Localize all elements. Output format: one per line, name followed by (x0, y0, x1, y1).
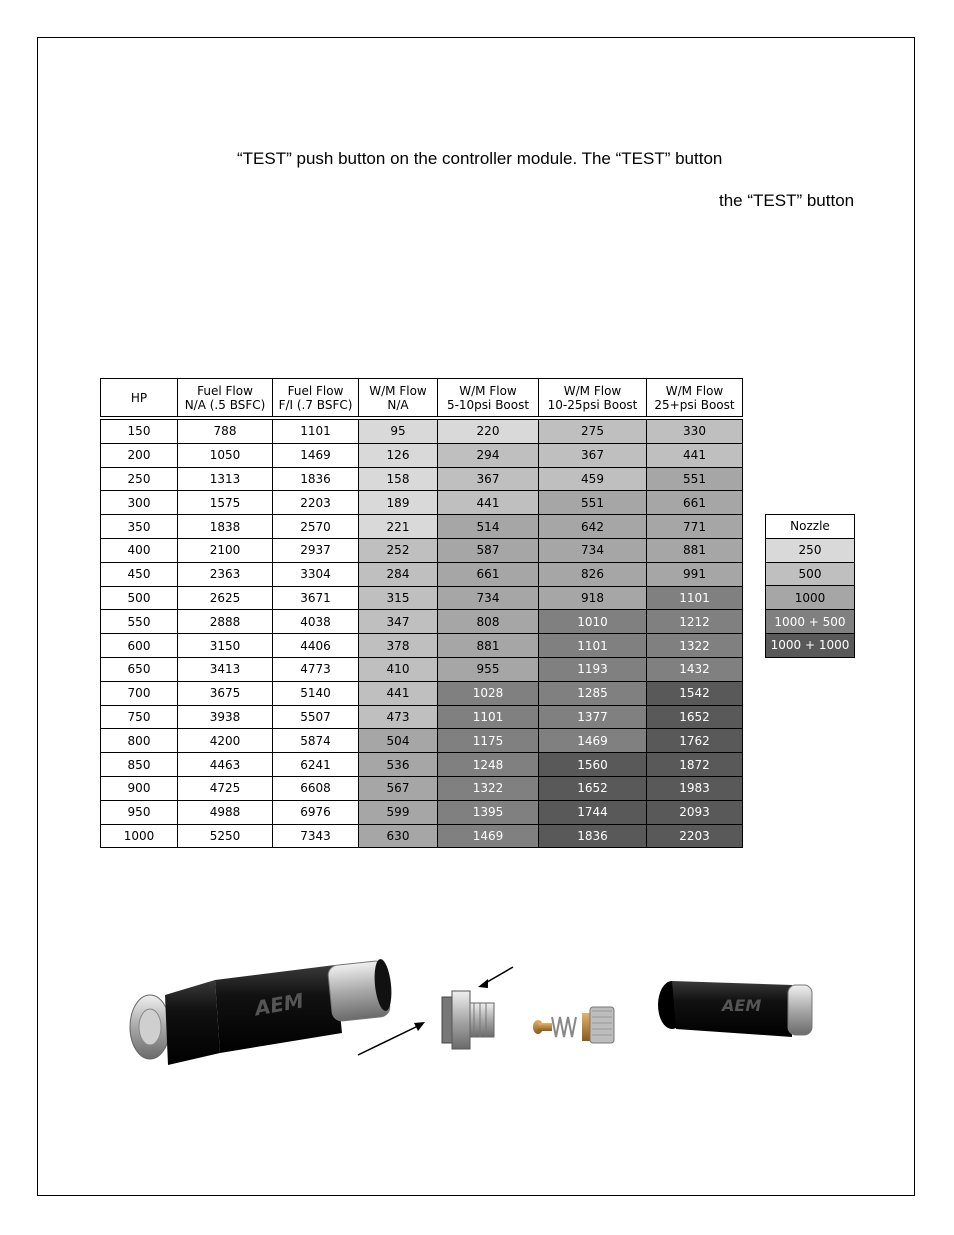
wm-flow-cell: 367 (539, 443, 647, 467)
fuel-flow-cell: 4463 (178, 753, 273, 777)
wm-flow-cell: 587 (438, 538, 539, 562)
check-valve-parts (533, 1007, 614, 1043)
header-line-2: F/I (.7 BSFC) (278, 397, 353, 412)
header-line-1: W/M Flow (665, 383, 724, 398)
wm-flow-cell: 1010 (539, 610, 647, 634)
fuel-flow-cell: 3150 (178, 634, 273, 658)
flow-header-cell (178, 379, 273, 417)
hp-cell: 300 (101, 491, 178, 515)
nozzle-size-cell: 1000 + 500 (766, 610, 855, 634)
table-row (101, 753, 743, 777)
hp-cell: 550 (101, 610, 178, 634)
wm-flow-cell: 567 (359, 776, 438, 800)
product-photo (120, 955, 840, 1075)
wm-flow-cell: 1175 (438, 729, 539, 753)
wm-flow-cell: 459 (539, 467, 647, 491)
hp-cell: 500 (101, 586, 178, 610)
wm-flow-cell: 1212 (647, 610, 743, 634)
flow-header-cell (101, 379, 178, 417)
nozzle-size-cell: 500 (766, 562, 855, 586)
flow-header-cell (438, 379, 539, 417)
wm-flow-cell: 826 (539, 562, 647, 586)
fuel-flow-cell: 4725 (178, 776, 273, 800)
header-line-1: W/M Flow (459, 383, 517, 398)
wm-flow-cell: 734 (539, 538, 647, 562)
fuel-flow-cell: 3675 (178, 681, 273, 705)
wm-flow-cell: 410 (359, 657, 438, 681)
header-line-1: Fuel Flow (197, 383, 253, 398)
table-row (101, 657, 743, 681)
flow-header-cell (273, 379, 359, 417)
flow-header-cell (359, 379, 438, 417)
wm-flow-cell: 1101 (539, 634, 647, 658)
fuel-flow-cell: 2625 (178, 586, 273, 610)
fuel-flow-cell: 3938 (178, 705, 273, 729)
table-row (101, 586, 743, 610)
fuel-flow-cell: 5507 (273, 705, 359, 729)
hp-cell: 150 (101, 420, 178, 444)
nozzle-header-cell: Nozzle (766, 515, 855, 539)
hp-cell: 450 (101, 562, 178, 586)
fuel-flow-cell: 1050 (178, 443, 273, 467)
wm-flow-cell: 1285 (539, 681, 647, 705)
wm-flow-cell: 189 (359, 491, 438, 515)
fuel-flow-cell: 5140 (273, 681, 359, 705)
table-row (101, 467, 743, 491)
wm-flow-cell: 1469 (539, 729, 647, 753)
wm-flow-cell: 126 (359, 443, 438, 467)
wm-flow-cell: 1983 (647, 776, 743, 800)
hp-cell: 1000 (101, 824, 178, 848)
header-line-1: W/M Flow (563, 383, 622, 398)
wm-flow-cell: 1542 (647, 681, 743, 705)
wm-flow-cell: 1101 (647, 586, 743, 610)
header-line-1: W/M Flow (369, 383, 427, 398)
table-row (101, 443, 743, 467)
wm-flow-cell: 1432 (647, 657, 743, 681)
table-row (101, 515, 743, 539)
fuel-flow-cell: 2363 (178, 562, 273, 586)
fuel-flow-cell: 4773 (273, 657, 359, 681)
flow-rate-table (100, 378, 743, 848)
wm-flow-cell: 661 (438, 562, 539, 586)
wm-flow-cell: 315 (359, 586, 438, 610)
nozzle-body (658, 981, 812, 1037)
wm-flow-cell: 1101 (438, 705, 539, 729)
fuel-flow-cell: 2100 (178, 538, 273, 562)
table-row (101, 800, 743, 824)
hp-cell: 950 (101, 800, 178, 824)
hp-cell: 350 (101, 515, 178, 539)
wm-flow-cell: 1560 (539, 753, 647, 777)
header-line-2: 5-10psi Boost (446, 397, 530, 412)
fuel-flow-cell: 1101 (273, 420, 359, 444)
header-line-2: 10-25psi Boost (547, 397, 638, 412)
header-line-1: Fuel Flow (287, 383, 344, 398)
table-row (101, 610, 743, 634)
wm-flow-cell: 1322 (647, 634, 743, 658)
flow-header-cell (647, 379, 743, 417)
wm-flow-cell: 661 (647, 491, 743, 515)
fuel-flow-cell: 1469 (273, 443, 359, 467)
nozzle-fitting (442, 991, 494, 1049)
wm-flow-cell: 441 (359, 681, 438, 705)
fuel-flow-cell: 3671 (273, 586, 359, 610)
wm-flow-cell: 1744 (539, 800, 647, 824)
wm-flow-cell: 441 (438, 491, 539, 515)
wm-flow-cell: 536 (359, 753, 438, 777)
wm-flow-cell: 1322 (438, 776, 539, 800)
wm-flow-cell: 642 (539, 515, 647, 539)
hp-cell: 700 (101, 681, 178, 705)
table-row (101, 705, 743, 729)
fuel-flow-cell: 3413 (178, 657, 273, 681)
wm-flow-cell: 1652 (647, 705, 743, 729)
aem-logo-left: AEM (252, 988, 306, 1021)
wm-flow-cell: 551 (647, 467, 743, 491)
wm-flow-cell: 95 (359, 420, 438, 444)
wm-flow-cell: 808 (438, 610, 539, 634)
wm-flow-cell: 881 (647, 538, 743, 562)
wm-flow-cell: 158 (359, 467, 438, 491)
fuel-flow-cell: 5874 (273, 729, 359, 753)
fuel-flow-cell: 4988 (178, 800, 273, 824)
wm-flow-cell: 275 (539, 420, 647, 444)
wm-flow-cell: 441 (647, 443, 743, 467)
hp-cell: 200 (101, 443, 178, 467)
fuel-flow-cell: 6241 (273, 753, 359, 777)
wm-flow-cell: 1762 (647, 729, 743, 753)
table-row (101, 776, 743, 800)
fuel-flow-cell: 2203 (273, 491, 359, 515)
hp-cell: 250 (101, 467, 178, 491)
hp-cell: 400 (101, 538, 178, 562)
wm-flow-cell: 367 (438, 467, 539, 491)
header-line-2: N/A (387, 397, 409, 412)
hp-cell: 900 (101, 776, 178, 800)
wm-flow-cell: 2203 (647, 824, 743, 848)
nozzle-size-cell: 1000 (766, 586, 855, 610)
fuel-flow-cell: 4406 (273, 634, 359, 658)
fuel-flow-cell: 2570 (273, 515, 359, 539)
wm-flow-cell: 991 (647, 562, 743, 586)
wm-flow-cell: 599 (359, 800, 438, 824)
wm-flow-cell: 220 (438, 420, 539, 444)
wm-flow-cell: 1395 (438, 800, 539, 824)
wm-flow-cell: 378 (359, 634, 438, 658)
hp-cell: 650 (101, 657, 178, 681)
wm-flow-cell: 221 (359, 515, 438, 539)
aem-logo-right: AEM (722, 996, 762, 1015)
table-row (101, 491, 743, 515)
fuel-flow-cell: 4038 (273, 610, 359, 634)
fuel-flow-cell: 4200 (178, 729, 273, 753)
table-row (101, 634, 743, 658)
fuel-flow-cell: 6976 (273, 800, 359, 824)
wm-flow-cell: 284 (359, 562, 438, 586)
header-line-2: 25+psi Boost (654, 397, 735, 412)
fuel-flow-cell: 788 (178, 420, 273, 444)
fuel-flow-cell: 5250 (178, 824, 273, 848)
nozzle-holder-assembly (130, 958, 394, 1065)
hp-cell: 600 (101, 634, 178, 658)
wm-flow-cell: 630 (359, 824, 438, 848)
hp-cell: 800 (101, 729, 178, 753)
header-line-1: HP (130, 390, 148, 405)
fuel-flow-cell: 2937 (273, 538, 359, 562)
wm-flow-cell: 1248 (438, 753, 539, 777)
wm-flow-cell: 330 (647, 420, 743, 444)
wm-flow-cell: 514 (438, 515, 539, 539)
hp-cell: 850 (101, 753, 178, 777)
table-row (101, 681, 743, 705)
flow-header-cell (539, 379, 647, 417)
wm-flow-cell: 734 (438, 586, 539, 610)
instruction-text-line-1: “TEST” push button on the controller module. The “TEST” button (237, 149, 723, 168)
fuel-flow-cell: 1838 (178, 515, 273, 539)
flow-table-header-row (101, 379, 743, 417)
wm-flow-cell: 1193 (539, 657, 647, 681)
fuel-flow-cell: 2888 (178, 610, 273, 634)
wm-flow-cell: 1652 (539, 776, 647, 800)
fuel-flow-cell: 1313 (178, 467, 273, 491)
wm-flow-cell: 771 (647, 515, 743, 539)
wm-flow-cell: 918 (539, 586, 647, 610)
header-line-2: N/A (.5 BSFC) (184, 397, 266, 412)
wm-flow-cell: 504 (359, 729, 438, 753)
wm-flow-cell: 1836 (539, 824, 647, 848)
arrow-lower (358, 1025, 420, 1055)
table-row (101, 824, 743, 848)
wm-flow-cell: 1377 (539, 705, 647, 729)
fuel-flow-cell: 6608 (273, 776, 359, 800)
wm-flow-cell: 294 (438, 443, 539, 467)
table-row (101, 420, 743, 444)
fuel-flow-cell: 3304 (273, 562, 359, 586)
wm-flow-cell: 473 (359, 705, 438, 729)
wm-flow-cell: 1469 (438, 824, 539, 848)
wm-flow-cell: 955 (438, 657, 539, 681)
wm-flow-cell: 1872 (647, 753, 743, 777)
table-row (101, 562, 743, 586)
fuel-flow-cell: 1836 (273, 467, 359, 491)
nozzle-legend-table (765, 514, 855, 658)
wm-flow-cell: 551 (539, 491, 647, 515)
hp-cell: 750 (101, 705, 178, 729)
nozzle-size-cell: 1000 + 1000 (766, 633, 855, 657)
table-row (101, 538, 743, 562)
wm-flow-cell: 1028 (438, 681, 539, 705)
nozzle-size-cell: 250 (766, 538, 855, 562)
fuel-flow-cell: 7343 (273, 824, 359, 848)
wm-flow-cell: 252 (359, 538, 438, 562)
wm-flow-cell: 881 (438, 634, 539, 658)
wm-flow-cell: 2093 (647, 800, 743, 824)
table-row (101, 729, 743, 753)
fuel-flow-cell: 1575 (178, 491, 273, 515)
wm-flow-cell: 347 (359, 610, 438, 634)
instruction-text-line-2: the “TEST” button (719, 191, 855, 210)
